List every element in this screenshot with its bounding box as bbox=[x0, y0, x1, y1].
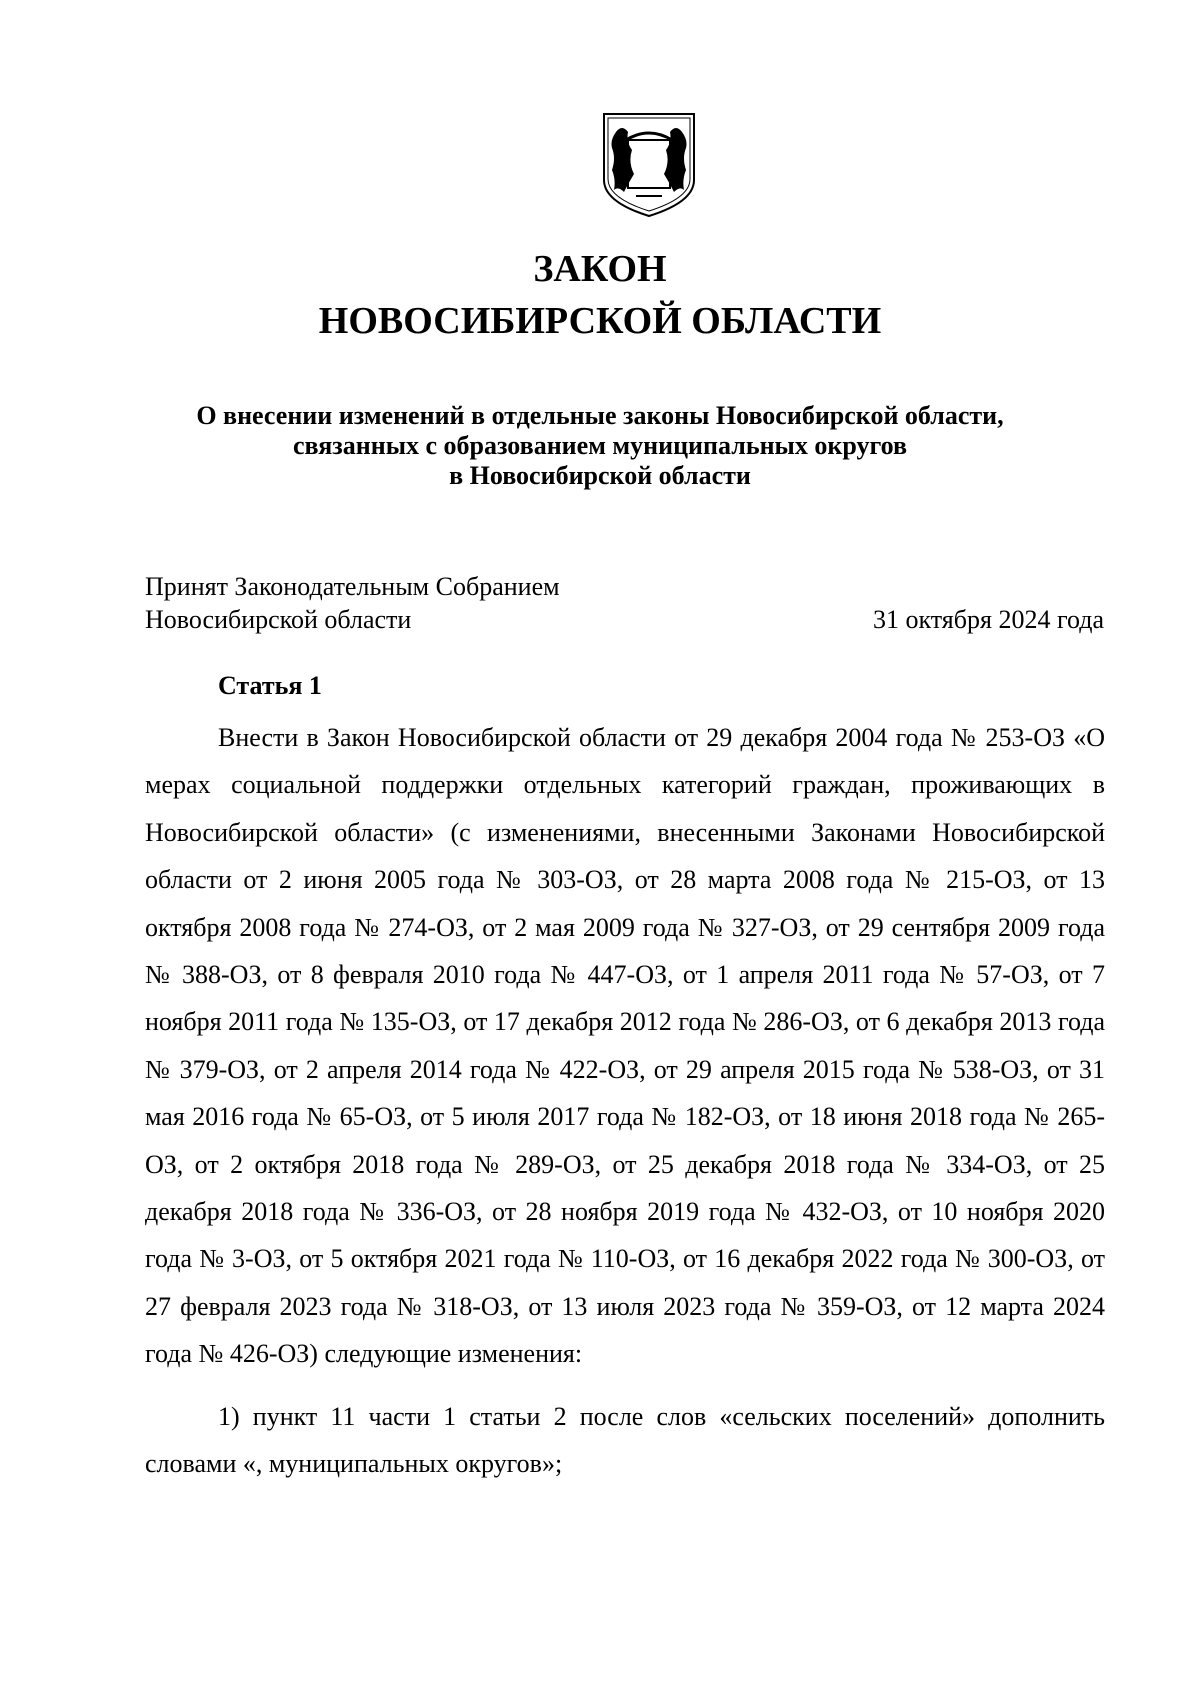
coat-of-arms-icon bbox=[600, 110, 698, 220]
law-region: НОВОСИБИРСКОЙ ОБЛАСТИ bbox=[318, 300, 882, 342]
article-paragraph-2: 1) пункт 11 части 1 статьи 2 после слов «сельских поселений» дополнить словами «, муниципальных округов»; bbox=[145, 1402, 1105, 1479]
article-paragraph-1: Внести в Закон Новосибирской области от 29 декабря 2004 года № 253-ОЗ «О мерах социальной поддержки отдельных категорий граждан, проживающих в Новосибирской области» (с изменениями, внесенными Законами Новосибирской области от 2 июня 2005 года № 303-ОЗ, от 28 марта 2008 года № 215-ОЗ, от 13 октября 2008 года № 274-ОЗ, от 2 мая 2009 года № 327-ОЗ, от 29 сентября 2009 года № 388-ОЗ, от 8 февраля 2010 года № 447-ОЗ, от 1 апреля 2011 года № 57-ОЗ, от 7 ноября 2011 года № 135-ОЗ, от 17 декабря 2012 года № 286-ОЗ, от 6 декабря 2013 года № 379-ОЗ, от 2 апреля 2014 года № 422-ОЗ, от 29 апреля 2015 года № 538-ОЗ, от 31 мая 2016 года № 65-ОЗ, от 5 июля 2017 года № 182-ОЗ, от 18 июня 2018 года № 265-ОЗ, от 2 октября 2018 года № 289-ОЗ, от 25 декабря 2018 года № 334-ОЗ, от 25 декабря 2018 года № 336-ОЗ, от 28 ноября 2019 года № 432-ОЗ, от 10 ноября 2020 года № 3-ОЗ, от 5 октября 2021 года № 110-ОЗ, от 16 декабря 2022 года № 300-ОЗ, от 27 февраля 2023 года № 318-ОЗ, от 13 июля 2023 года № 359-ОЗ, от 12 марта 2024 года № 426-ОЗ) следующие изменения: bbox=[145, 723, 1105, 1369]
law-subject bbox=[150, 401, 1050, 491]
subject-line-1: О внесении изменений в отдельные законы Новосибирской области, bbox=[196, 401, 1004, 430]
subject-line-3: в Новосибирской области bbox=[449, 461, 751, 490]
article-heading: Статья 1 bbox=[218, 671, 322, 700]
adoption-line-2: Новосибирской области bbox=[145, 605, 412, 634]
adoption-info bbox=[145, 570, 560, 636]
adoption-line-1: Принят Законодательным Собранием bbox=[145, 572, 560, 601]
subject-line-2: связанных с образованием муниципальных округов bbox=[292, 431, 908, 460]
adoption-date: 31 октября 2024 года bbox=[873, 605, 1104, 634]
law-title: ЗАКОН bbox=[533, 248, 667, 290]
